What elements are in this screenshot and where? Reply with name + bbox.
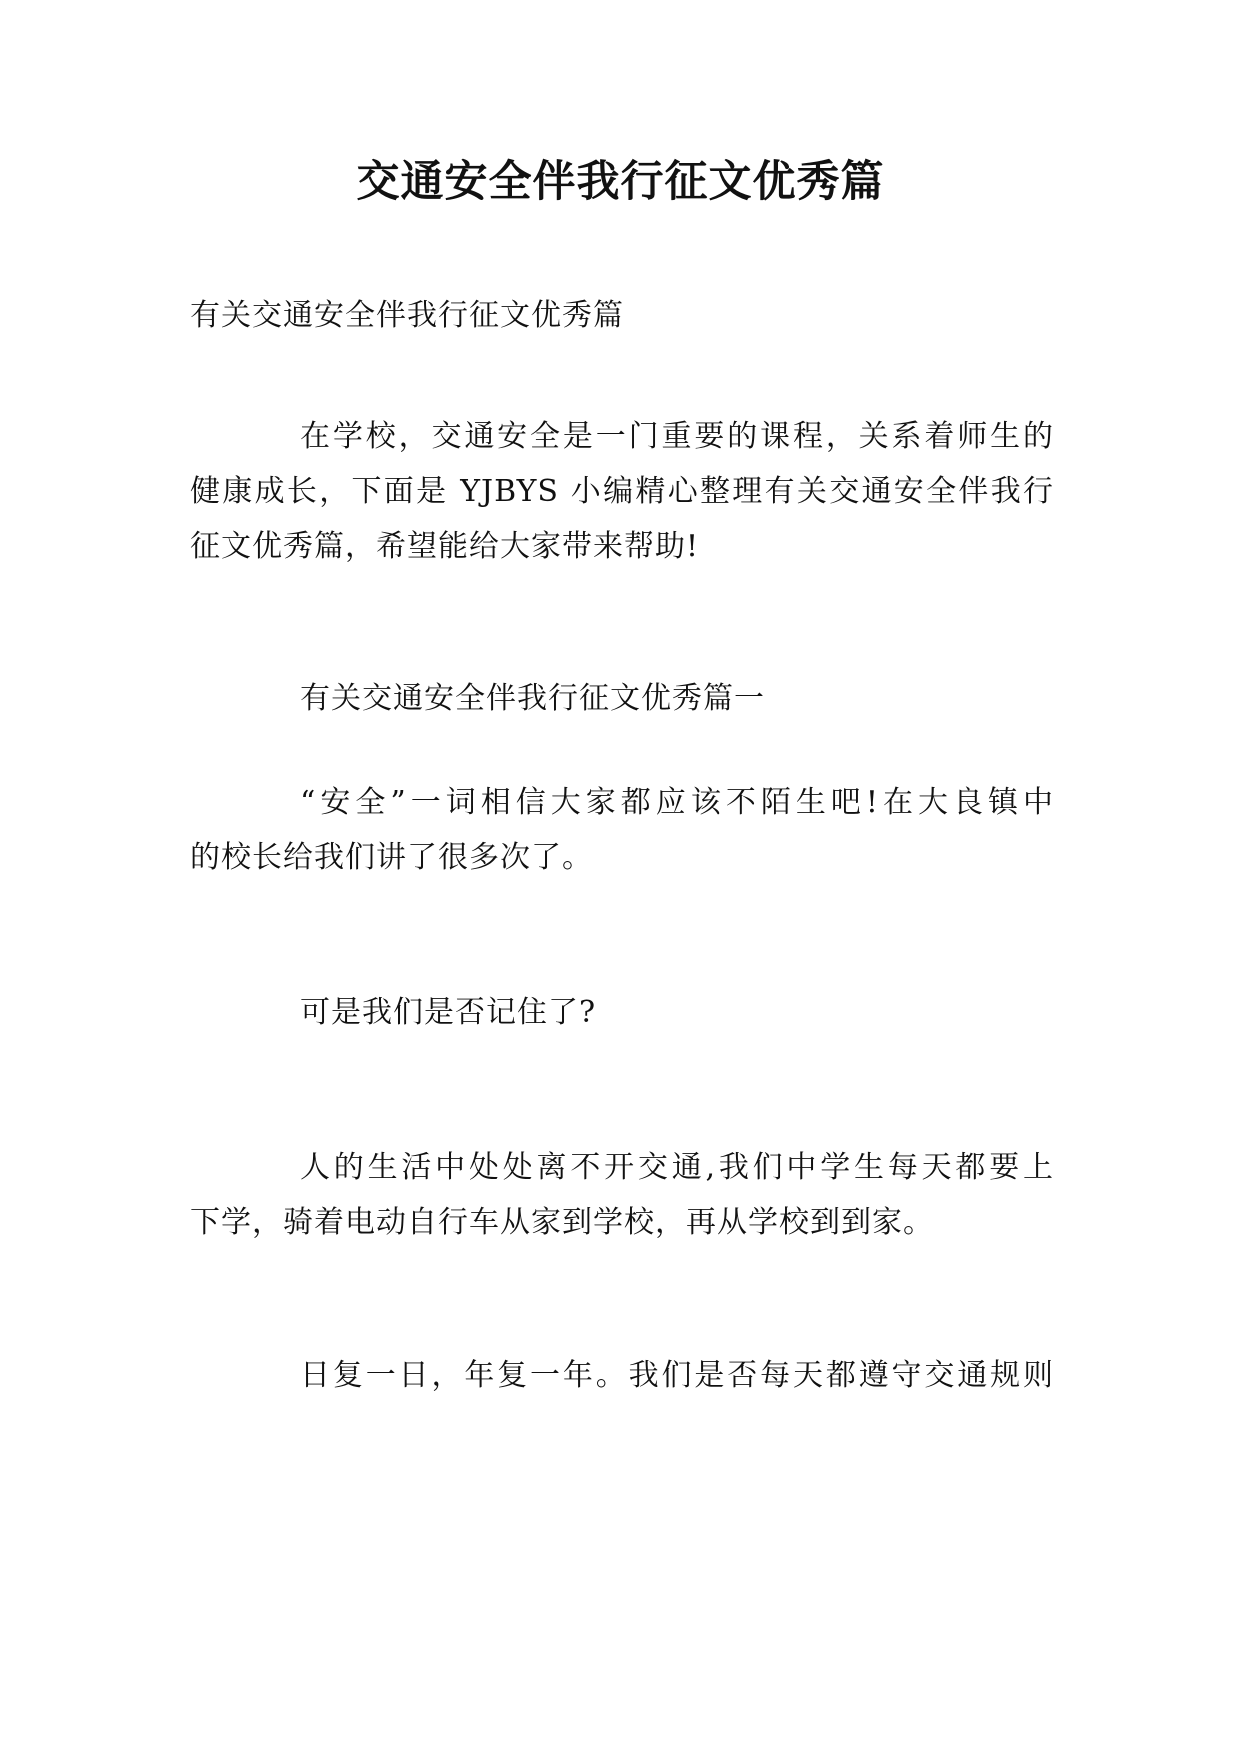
paragraph-2-line-1: 可是我们是否记住了? bbox=[300, 995, 597, 1030]
paragraph-4-line-1: 日复一日，年复一年。我们是否每天都遵守交通规则 bbox=[300, 1358, 1054, 1393]
paragraph-1-line-1: “安全”一词相信大家都应该不陌生吧!在大良镇中 bbox=[300, 785, 1054, 820]
document-title: 交通安全伴我行征文优秀篇 bbox=[356, 157, 885, 207]
paragraph-1-line-2: 的校长给我们讲了很多次了。 bbox=[190, 840, 593, 875]
intro-line-1: 在学校，交通安全是一门重要的课程，关系着师生的 bbox=[300, 419, 1054, 454]
paragraph-3-line-2: 下学，骑着电动自行车从家到学校，再从学校到到家。 bbox=[190, 1205, 934, 1240]
intro-line-3: 征文优秀篇，希望能给大家带来帮助! bbox=[190, 529, 700, 564]
intro-line-2: 健康成长，下面是 YJBYS 小编精心整理有关交通安全伴我行 bbox=[190, 474, 1054, 509]
section-heading: 有关交通安全伴我行征文优秀篇一 bbox=[300, 681, 765, 716]
document-subtitle: 有关交通安全伴我行征文优秀篇 bbox=[190, 298, 624, 333]
paragraph-3-line-1: 人的生活中处处离不开交通,我们中学生每天都要上 bbox=[300, 1150, 1054, 1185]
